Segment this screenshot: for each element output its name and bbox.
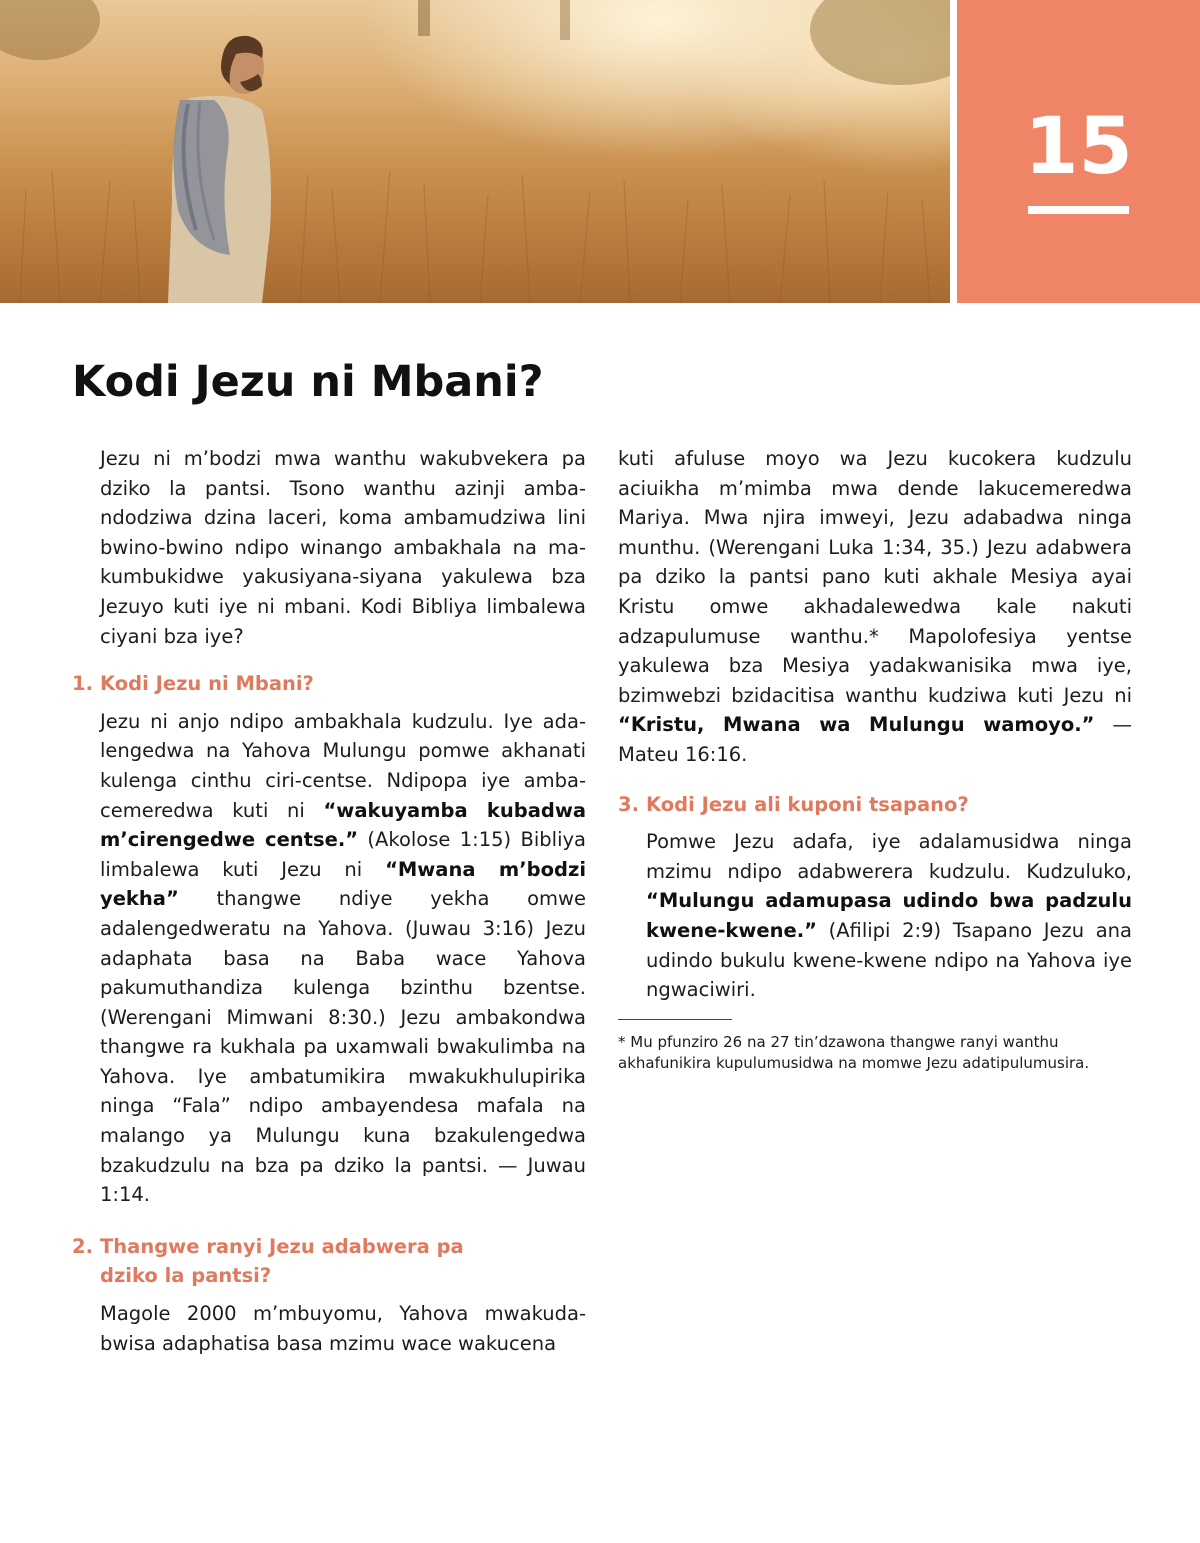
footnote: * Mu pfunziro 26 na 27 tin’dzawona thangwe ranyi wanthu akhafunikira kupulumusidwa na momwe Jezu adatipulumusira.	[618, 1032, 1090, 1072]
question-title: Kodi Jezu ni Mbani?	[100, 672, 314, 696]
question-number: 3.	[618, 792, 639, 816]
answer-text: (Akolose 1:15) Bibliya limbalewa kuti Jezu ni	[100, 828, 586, 881]
tree-foliage	[810, 0, 950, 85]
question-number: 2.	[72, 1234, 93, 1258]
grass	[20, 170, 930, 303]
answer-text: kuti afuluse moyo wa Jezu kucokera kudzulu aciuikha m’mimba mwa dende lakucemeredwa Mariya. Mwa njira imweyi, Jezu adabadwa ninga munthu. (Werengani Luka 1:34, 35.) Jezu adabwera pa dziko la pantsi pano kuti akhale Mesiya ayai Kristu omwe akhadalewedwa kale nakuti adzapulumuse wanthu.* Mapolofesiya yentse yakulewa bza Mesiya yadakwanisika mwa iye, bzimwebzi bzidacitisa wanthu kudziwa kuti Jezu ni	[618, 447, 1132, 707]
answer-text: — Mateu 16:16.	[618, 713, 1132, 766]
field-illustration	[0, 0, 950, 303]
walking-man	[168, 36, 271, 303]
scripture-quote: “Kristu, Mwana wa Mulungu wamoyo.”	[618, 713, 1095, 737]
intro-paragraph	[72, 444, 586, 651]
left-column	[72, 444, 586, 1358]
right-column	[618, 444, 1132, 1074]
intro-text: Jezu ni m’bodzi mwa wanthu wakubvekera pa dziko la pantsi. Tsono wanthu azinji ambandodziwa dzina laceri, koma ambamudziwa lini bwino-bwino ndipo winango ambakhala na makumbukidwe yakusiyana-siyana yakulewa bza Jezuyo kuti iye ni mbani. Kodi Bibliya limbalewa ciyani bza iye?	[100, 447, 586, 648]
answer-text: Magole 2000 m’mbuyomu, Yahova mwakudabwisa adaphatisa basa mzimu wace wakucena	[100, 1302, 586, 1355]
question-heading-1	[72, 669, 586, 699]
question-title: Kodi Jezu ali kuponi tsapano?	[646, 792, 969, 816]
question-heading-3	[618, 790, 1132, 820]
chapter-number-panel	[957, 0, 1200, 303]
hero-image	[0, 0, 950, 303]
question-title: Thangwe ranyi Jezu adabwera pa dziko la pantsi?	[100, 1234, 464, 1288]
chapter-number: 15	[1024, 102, 1133, 192]
scripture-quote: “Mwana m’bodzi yekha”	[100, 857, 586, 911]
scripture-quote: “Mulungu adamupasa udindo bwa padzulu kwene-kwene.”	[646, 889, 1132, 942]
scripture-quote: “wakuyamba kubadwa m’cirengedwe centse.”	[100, 798, 586, 852]
answer-paragraph-2	[72, 1299, 586, 1358]
question-heading-2	[72, 1232, 586, 1291]
answer-paragraph-3	[618, 827, 1132, 1005]
question-number: 1.	[72, 672, 93, 696]
answer-paragraph-2-continued	[618, 444, 1132, 770]
tree-trunk	[418, 0, 430, 36]
answer-text: thangwe ndiye yekha omwe adalengedweratu na Yahova. (Juwau 3:16) Jezu adaphata basa na Baba wace Yahova pakumuthandiza kulenga bzinthu bzentse. (Werengani Mimwani 8:30.) Jezu ambakondwa thangwe ra kukhala pa uxamwali bwakulimba na Yahova. Iye ambatumikira mwakukhulupirika ninga “Fala” ndipo ambayendesa mafala na malango ya Mulungu kuna bzakulengedwa bzakudzulu na bza pa dziko la pantsi. — Juwau 1:14.	[100, 887, 586, 1207]
tree-trunk	[560, 0, 570, 40]
footnote-divider	[618, 1019, 732, 1020]
answer-text: Jezu ni anjo ndipo ambakhala kudzulu. Iye adalengedwa na Yahova Mulungu pomwe akhanati kulenga cinthu ciri-centse. Ndipopa iye ambacemeredwa kuti ni	[100, 709, 586, 822]
answer-paragraph-1	[72, 707, 586, 1210]
answer-text: Pomwe Jezu adafa, iye adalamusidwa ninga mzimu ndipo adabwerera kudzulu. Kudzuluko,	[646, 830, 1132, 883]
page-title: Kodi Jezu ni Mbani?	[72, 357, 544, 407]
tree-foliage	[0, 0, 100, 60]
chapter-number-underline	[1028, 206, 1129, 214]
answer-text: (Afilipi 2:9) Tsapano Jezu ana udindo bukulu kwene-kwene ndipo na Yahova iye ngwaciwiri.	[646, 918, 1132, 1002]
